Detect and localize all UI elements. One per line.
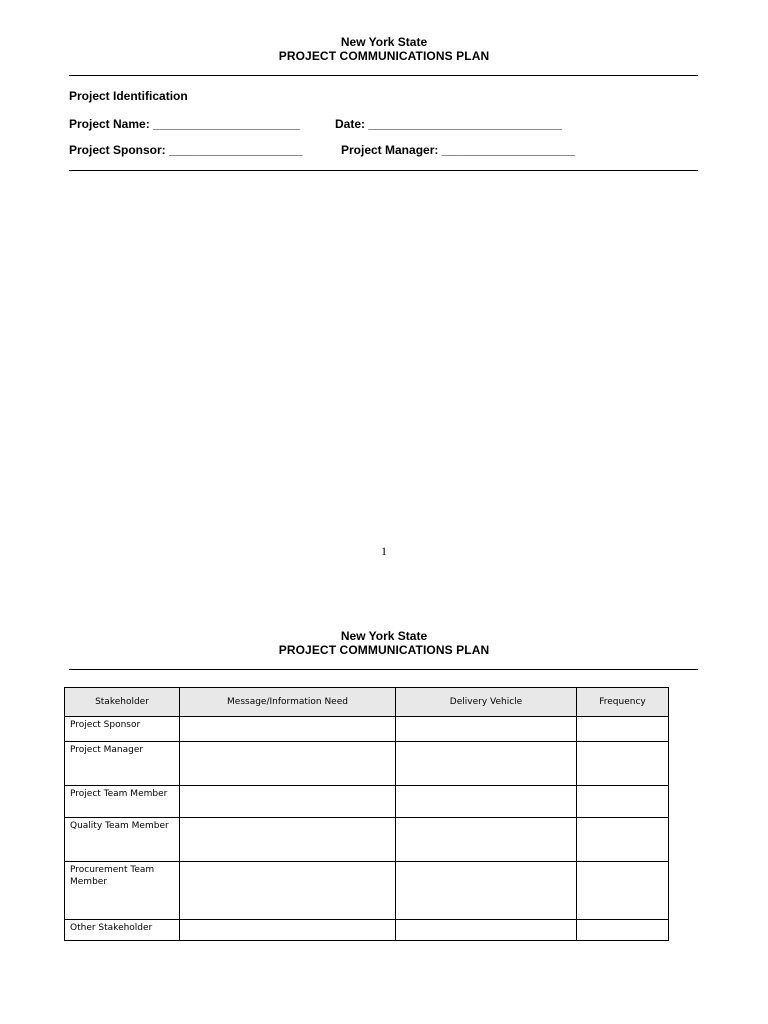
frequency-cell[interactable] <box>577 862 669 920</box>
frequency-cell[interactable] <box>577 818 669 862</box>
table-row <box>65 818 669 862</box>
header-state: New York State <box>340 629 428 643</box>
page2-header <box>0 629 768 657</box>
stakeholder-cell: Quality Team Member <box>65 818 180 862</box>
stakeholder-cell: Project Team Member <box>65 786 180 818</box>
frequency-cell[interactable] <box>577 742 669 786</box>
table-row <box>65 786 669 818</box>
message-cell[interactable] <box>180 920 396 941</box>
stakeholder-cell: Project Manager <box>65 742 180 786</box>
message-cell[interactable] <box>180 862 396 920</box>
message-cell[interactable] <box>180 818 396 862</box>
project-name-field: Project Name: ______________________ <box>69 117 300 131</box>
message-cell[interactable] <box>180 786 396 818</box>
frequency-cell[interactable] <box>577 920 669 941</box>
divider-top <box>69 75 698 76</box>
communications-table <box>64 687 669 941</box>
header-state: New York State <box>340 35 428 49</box>
delivery-vehicle-cell[interactable] <box>396 717 577 742</box>
date-field: Date: _____________________________ <box>335 117 562 131</box>
project-sponsor-field: Project Sponsor: ____________________ <box>69 143 303 157</box>
project-manager-field: Project Manager: ____________________ <box>341 143 576 157</box>
delivery-vehicle-cell[interactable] <box>396 818 577 862</box>
table-header-row <box>65 688 669 717</box>
message-cell[interactable] <box>180 742 396 786</box>
section-title-project-identification: Project Identification <box>69 89 188 103</box>
column-header-frequency: Frequency <box>577 688 669 717</box>
frequency-cell[interactable] <box>577 786 669 818</box>
header-title: PROJECT COMMUNICATIONS PLAN <box>278 643 490 657</box>
message-cell[interactable] <box>180 717 396 742</box>
frequency-cell[interactable] <box>577 717 669 742</box>
delivery-vehicle-cell[interactable] <box>396 786 577 818</box>
delivery-vehicle-cell[interactable] <box>396 920 577 941</box>
column-header-stakeholder: Stakeholder <box>65 688 180 717</box>
table-row <box>65 742 669 786</box>
table-row <box>65 920 669 941</box>
divider-page2 <box>69 669 698 670</box>
delivery-vehicle-cell[interactable] <box>396 742 577 786</box>
page-number: 1 <box>381 544 387 558</box>
page1-header <box>0 35 768 63</box>
column-header-delivery-vehicle: Delivery Vehicle <box>396 688 577 717</box>
column-header-message-need: Message/Information Need <box>180 688 396 717</box>
delivery-vehicle-cell[interactable] <box>396 862 577 920</box>
divider-bottom <box>69 170 698 171</box>
stakeholder-cell: Procurement Team Member <box>65 862 180 920</box>
header-title: PROJECT COMMUNICATIONS PLAN <box>278 49 490 63</box>
stakeholder-cell: Other Stakeholder <box>65 920 180 941</box>
table-row <box>65 862 669 920</box>
table-row <box>65 717 669 742</box>
stakeholder-cell: Project Sponsor <box>65 717 180 742</box>
